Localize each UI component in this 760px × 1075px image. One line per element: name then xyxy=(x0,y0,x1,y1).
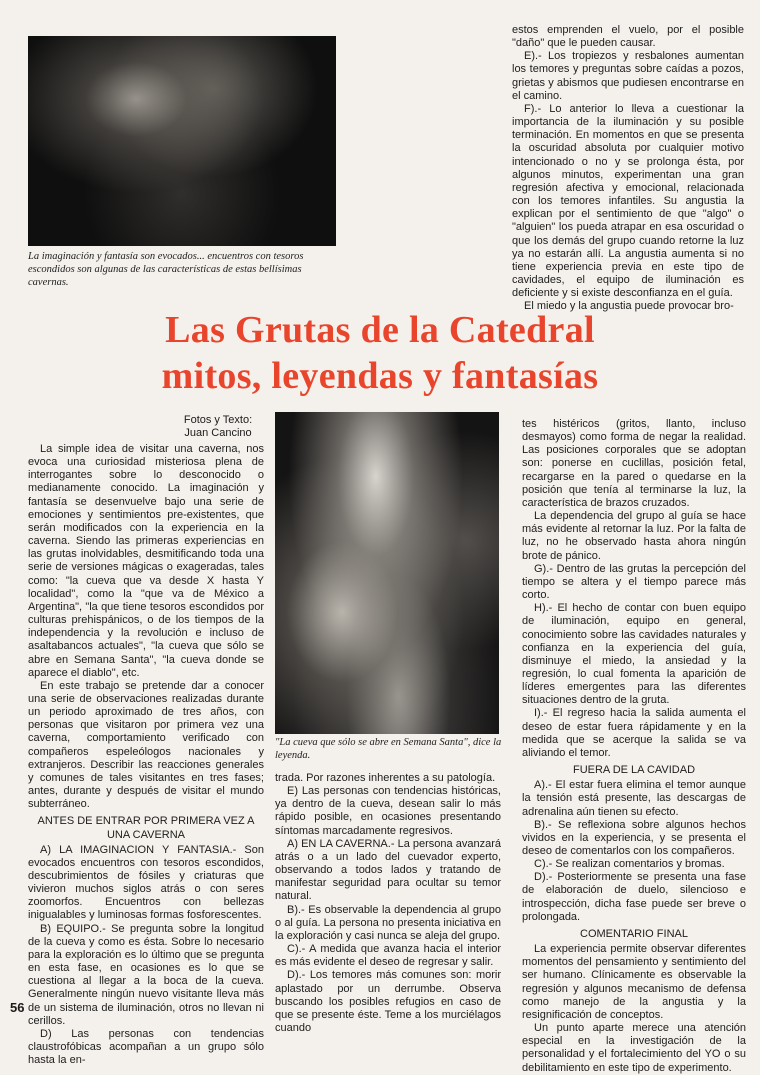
page-number: 56 xyxy=(10,1000,25,1015)
cave-chamber-photo xyxy=(275,412,499,734)
paragraph: B) EQUIPO.- Se pregunta sobre la longitud de la cueva y como es ésta. Sobre lo necesario para la exploración es lo último que se pregunta en esta fase, en ocasiones es lo que se cuestiona al llegar a la boca de la cueva. Generalmente ningún nuevo visitante lleva más de un sistema de iluminación, otros no llevan ni cerillos. xyxy=(28,922,264,1027)
paragraph: E).- Los tropiezos y resbalones aumentan los temores y preguntas sobre caídas a pozos, grietas y abismos que pudiesen encontrarse en el camino. xyxy=(512,50,744,102)
paragraph: E) Las personas con tendencias históricas, ya dentro de la cueva, desean salir lo más rápido posible, en ocasiones presentando síntomas marcadamente regresivos. xyxy=(275,785,501,837)
article-title-line-2: mitos, leyendas y fantasías xyxy=(161,355,599,397)
column-right xyxy=(522,418,746,1075)
paragraph: D).- Los temores más comunes son: morir aplastado por un derrumbe. Observa buscando los posibles refugios en caso de que se presente éste. Teme a los murciélagos cuando xyxy=(275,969,501,1034)
paragraph: D).- Posteriormente se presenta una fase de elaboración de duelo, silencioso e introspección, dicha fase puede ser breve o prolongada. xyxy=(522,871,746,923)
paragraph: estos emprenden el vuelo, por el posible "daño" que le pueden causar. xyxy=(512,24,744,50)
section-heading: COMENTARIO FINAL xyxy=(580,927,688,940)
cave-stalactites-photo xyxy=(28,36,336,246)
photo-text-credit xyxy=(168,414,268,440)
paragraph: A) LA IMAGINACION Y FANTASIA.- Son evocados encuentros con tesoros escondidos, descubrimientos de fósiles y criaturas que vivieron muchos siglos atrás o con seres zoomorfos. Encuentros con bellezas inigualables y luminosas formas fosforescentes. xyxy=(28,843,264,922)
section-heading: FUERA DE LA CAVIDAD xyxy=(572,764,696,777)
paragraph: F).- Lo anterior lo lleva a cuestionar la importancia de la iluminación y su posible terminación. En momentos en que se presenta la oscuridad absoluta por cualquier motivo intencionado o no y se prolonga ésta, por algunos minutos, experimentan una gran regresión afectiva y emocional, relacionada con los temores infantiles. Su angustia la explican por el sentimiento de que "algo" o "alguien" los pueda atrapar en esa oscuridad o que los demás del grupo cuando retorne la luz ya no estarán allí. La angustia aumenta si no tiene experiencia previa en este tipo de cavidades, el equipo de iluminación es deficiente y si existe desconfianza en el guía. xyxy=(512,102,744,300)
paragraph: I).- El regreso hacia la salida aumenta el deseo de estar fuera rápidamente y en la medida que se acerque la salida se va aliviando el temor. xyxy=(522,707,746,759)
credit-label: Fotos y Texto: xyxy=(183,414,253,426)
paragraph: C).- Se realizan comentarios y bromas. xyxy=(534,858,725,871)
mid-photo-caption: "La cueva que sólo se abre en Semana Santa", dice la leyenda. xyxy=(275,737,502,761)
column-middle xyxy=(275,772,501,1035)
paragraph: trada. Por razones inherentes a su patología. xyxy=(275,772,496,784)
article-title-line-1: Las Grutas de la Catedral xyxy=(165,309,595,351)
section-heading: ANTES DE ENTRAR POR PRIMERA VEZ A UNA CAVERNA xyxy=(37,815,255,841)
paragraph: A) EN LA CAVERNA.- La persona avanzará atrás o a un lado del cuevador experto, observando a todos lados y tratando de manifestar seguridad para ocultar su temor natural. xyxy=(275,837,501,903)
paragraph: Un punto aparte merece una atención especial en la investigación de la personalidad y el fortalecimiento del YO o su debilitamiento en este tipo de experimento. xyxy=(522,1022,746,1074)
paragraph: tes histéricos (gritos, llanto, incluso desmayos) como forma de negar la realidad. Las posiciones corporales que se adoptan son: ponerse en cuclillas, posición fetal, recargarse en la pared o quedarse en la posición que tenía al terminarse la luz, la característica de brazos cruzados. xyxy=(522,418,746,509)
paragraph: D) Las personas con tendencias claustrofóbicas acompañan a un grupo sólo hasta la en- xyxy=(28,1027,264,1067)
paragraph: B).- Es observable la dependencia al grupo o al guía. La persona no presenta iniciativa en la exploración y casi nunca se aleja del grupo. xyxy=(275,903,501,942)
paragraph: B).- Se reflexiona sobre algunos hechos vividos en la experiencia, y se presenta el deseo de comentarlos con los compañeros. xyxy=(522,818,746,857)
column-top-right xyxy=(512,24,744,313)
paragraph: La dependencia del grupo al guía se hace más evidente al retornar la luz. Por la falta de luz, no he observado hasta ahora ningún brote de pánico. xyxy=(522,510,746,562)
paragraph: H).- El hecho de contar con buen equipo de iluminación, equipo en general, conocimiento sobre las cavidades naturales y confianza en la experiencia del guía, disminuye el miedo, la ansiedad y la regresión, lo cual fomenta la aparición de líderes emergentes para las diferentes situaciones dentro de la gruta. xyxy=(522,602,746,707)
paragraph: A).- El estar fuera elimina el temor aunque la tensión está presente, las descargas de adrenalina aún tienen su efecto. xyxy=(522,779,746,818)
paragraph: En este trabajo se pretende dar a conocer una serie de observaciones realizadas durante un periodo aproximado de tres años, con personas que visitaron por primera vez una caverna, comportamiento verificado con compañeros espeleólogos nacionales y extranjeros. Describir las reacciones generales y comunes de tales visitantes en tres fases; antes, durante y después de visitar el mundo subterráneo. xyxy=(28,679,264,811)
paragraph: C).- A medida que avanza hacia el interior es más evidente el deseo de regresar y salir. xyxy=(275,943,501,969)
paragraph: G).- Dentro de las grutas la percepción del tiempo se altera y el tiempo parece más corto. xyxy=(522,562,746,602)
credit-author: Juan Cancino xyxy=(184,427,252,439)
top-photo-caption: La imaginación y fantasía son evocados... encuentros con tesoros escondidos son algunas de las características de estas bellísimas cavernas. xyxy=(28,251,304,288)
paragraph: El miedo y la angustia puede provocar bro- xyxy=(524,300,734,313)
paragraph: La experiencia permite observar diferentes momentos del pensamiento y sentimiento del ser humano. Clínicamente es observable la regresión y algunos mecanismo de defensa como manejo de la angustia y la resignificación de conceptos. xyxy=(522,943,746,1021)
column-left xyxy=(28,443,264,1067)
paragraph: La simple idea de visitar una caverna, nos evoca una curiosidad misteriosa plena de interrogantes sobre lo desconocido o medianamente conocido. La imaginación y fantasía se desenvuelve bajo una serie de emociones y sentimientos pre-existentes, que serán modificados con la experiencia en la caverna. Siendo las primeras experiencias en las grutas inolvidables, desmitificando toda una serie de versiones mágicas o exageradas, tales como: "la cueva que va desde X hasta Y localidad", como la "que va de México a Argentina", "la que tiene tesoros escondidos por culturas prehispánicos, o de los tiempos de la independencia y la revolución e incluso de asaltabancos actuales", "la cueva que sólo se abre en Semana Santa", "la cueva donde se aparece el diablo", etc. xyxy=(28,443,264,679)
